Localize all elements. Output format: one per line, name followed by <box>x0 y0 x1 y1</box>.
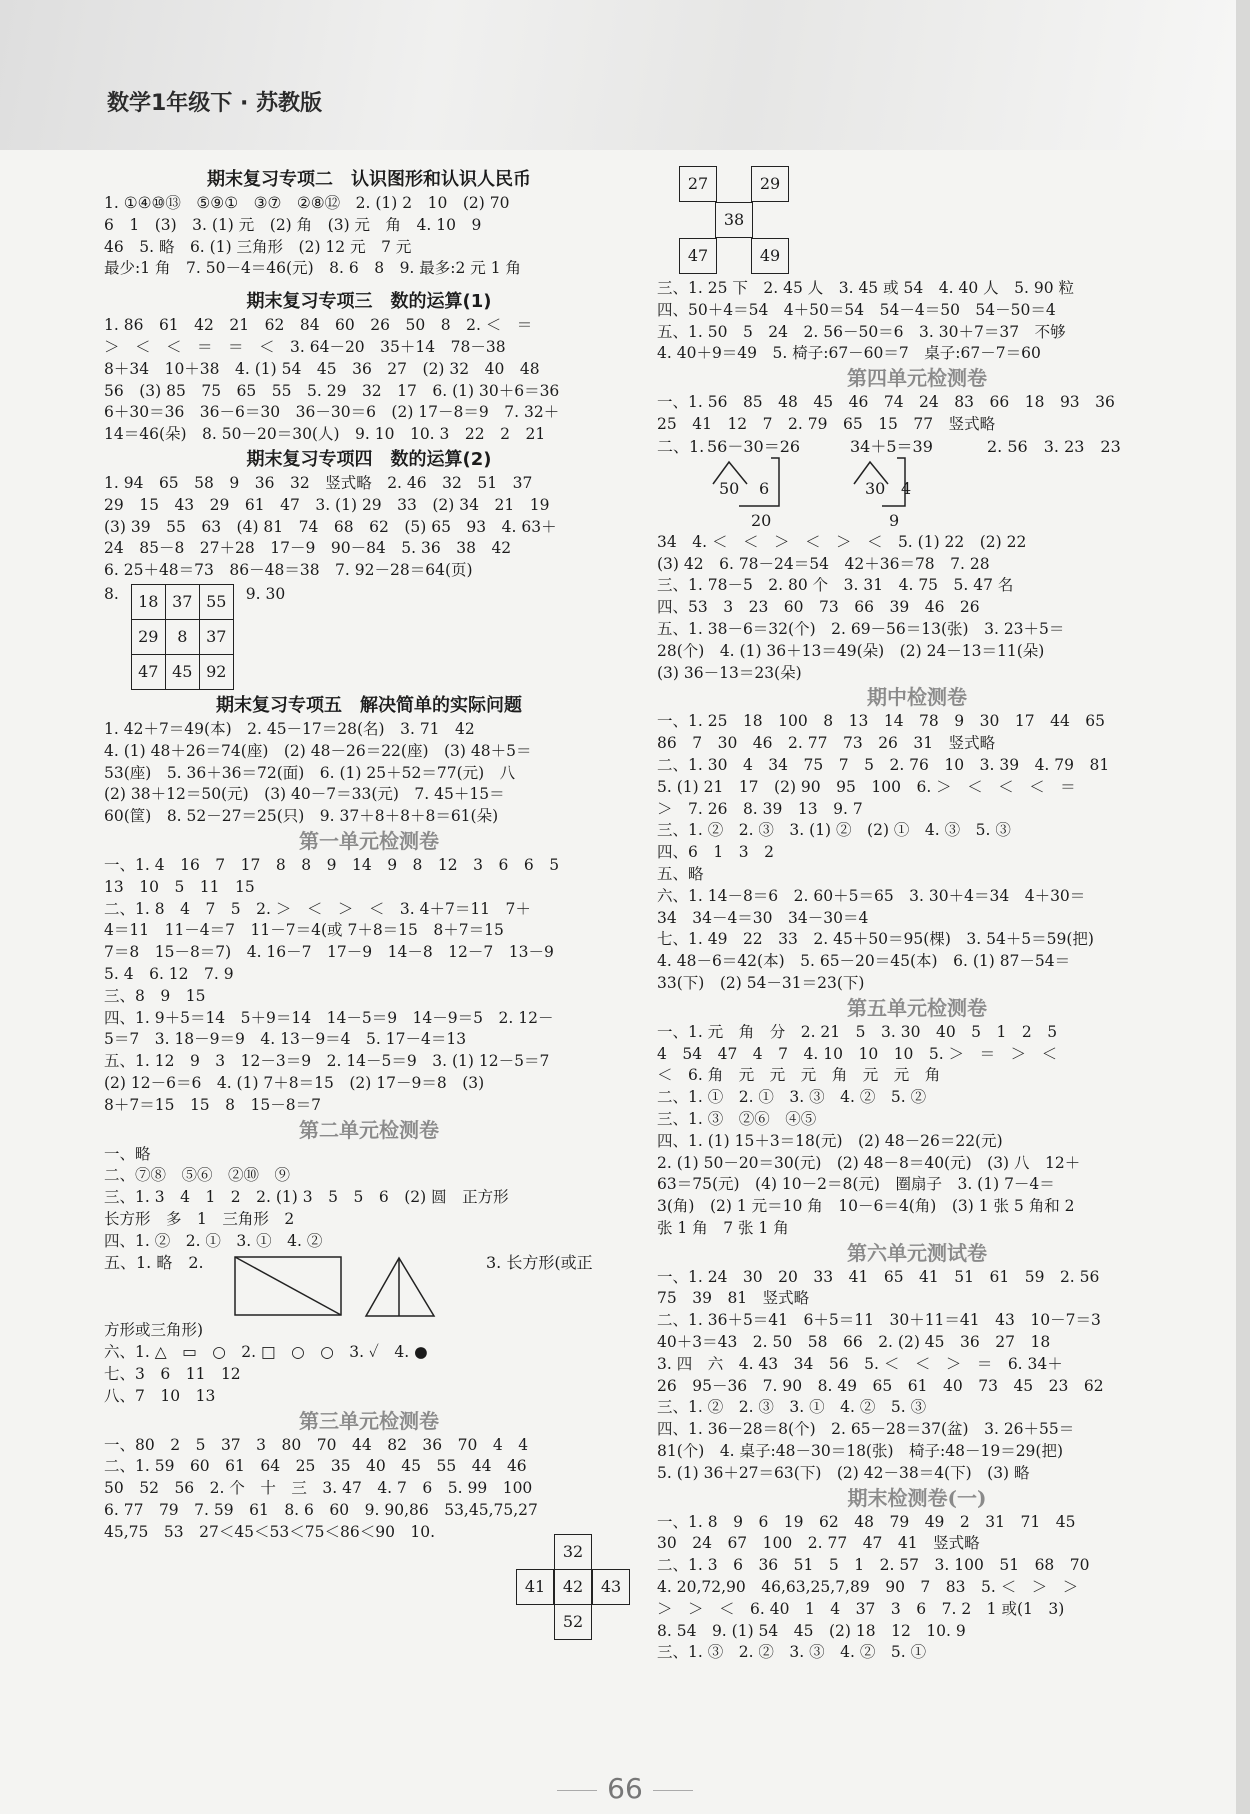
u2-figures <box>104 1252 634 1320</box>
s2-lines <box>104 193 634 280</box>
s5-lines <box>104 719 634 828</box>
section-title-s3: 期末复习专项三 数的运算(1) <box>246 291 492 313</box>
u4-lines-2 <box>657 532 1177 685</box>
answer-line: 二、1. ① 2. ① 3. ③ 4. ② 5. ② <box>657 1088 927 1107</box>
split-figure <box>657 436 1177 532</box>
section-title-mid: 期中检测卷 <box>867 685 967 710</box>
answer-line: (2) 12－6＝6 4. (1) 7＋8＝15 (2) 17－9＝8 (3) <box>104 1073 485 1092</box>
s4-lines <box>104 473 634 582</box>
answer-line: 63＝75(元) (4) 10－2＝8(元) 圈扇子 3. (1) 7－4＝ <box>657 1175 1055 1194</box>
answer-line: (3) 42 6. 78－24＝54 42＋36＝78 7. 28 <box>657 554 990 573</box>
number-figure <box>657 166 1177 278</box>
answer-line: ＞ 7. 26 8. 39 13 9. 7 <box>657 799 863 818</box>
answer-line: 3(角) (2) 1 元＝10 角 10－6＝4(角) (3) 1 张 5 角和 2 <box>657 1197 1075 1216</box>
page-number: 66 <box>0 1772 1250 1805</box>
split-lines <box>657 456 957 510</box>
answer-line: 86 7 30 46 2. 77 73 26 31 竖式略 <box>657 734 996 753</box>
diagonal-line <box>235 1257 341 1315</box>
answer-line: 一、1. 8 9 6 19 62 48 79 49 2 31 71 45 <box>657 1512 1076 1531</box>
answer-line: 一、略 <box>104 1144 151 1163</box>
answer-line: 45,75 53 27＜45＜53＜75＜86＜90 10. <box>104 1522 436 1541</box>
answer-line: ＞ ＞ ＜ 6. 40 1 4 37 3 6 7. 2 1 或(1 3) <box>657 1599 1065 1618</box>
answer-line: 最少:1 角 7. 50－4＝46(元) 8. 6 8 9. 最多:2 元 1 角 <box>104 259 522 278</box>
answer-line: 1. 94 65 58 9 36 32 竖式略 2. 46 32 51 37 <box>104 473 533 492</box>
answer-line: 三、1. 78－5 2. 80 个 3. 31 4. 75 5. 47 名 <box>657 576 1014 595</box>
answer-line: 四、50＋4＝54 4＋50＝54 54－4＝50 54－50＝4 <box>657 300 1056 319</box>
answer-line: 五、1. 12 9 3 12－3＝9 2. 14－5＝9 3. (1) 12－5＝7 <box>104 1052 550 1071</box>
answer-line: 七、1. 49 22 33 2. 45＋50＝95(棵) 3. 54＋5＝59(把) <box>657 930 1094 949</box>
answer-line: 三、1. ② 2. ③ 3. ① 4. ② 5. ③ <box>657 1398 927 1417</box>
page-header-title: 数学1年级下 · 苏教版 <box>107 91 322 116</box>
right-column <box>657 166 1177 1664</box>
cross-bottom-cell: 52 <box>554 1604 592 1640</box>
u6-lines <box>657 1267 1177 1485</box>
answer-line: 二、1. 8 4 7 5 2. ＞ ＜ ＞ ＜ 3. 4＋7＝11 7＋ <box>104 899 531 918</box>
answer-line: 26 95－36 7. 90 8. 49 65 61 40 73 45 23 62 <box>657 1376 1104 1395</box>
answer-line: 4. (1) 48＋26＝74(座) (2) 48－26＝22(座) (3) 48＋5＝ <box>104 741 532 760</box>
answer-line: 八、7 10 13 <box>104 1386 216 1405</box>
answer-line: 34 4. ＜ ＜ ＞ ＜ ＞ ＜ 5. (1) 22 (2) 22 <box>657 532 1027 551</box>
q8-label: 8. <box>104 584 119 603</box>
answer-line: 一、1. 25 18 100 8 13 14 78 9 30 17 44 65 <box>657 712 1106 731</box>
answer-line: 三、1. ③ ②⑥ ④⑤ <box>657 1109 817 1128</box>
cross-right-cell: 43 <box>592 1569 630 1605</box>
answer-line: 四、1. ② 2. ① 3. ① 4. ② <box>104 1231 323 1250</box>
answer-line: 二、1. 3 6 36 51 5 1 2. 57 3. 100 51 68 70 <box>657 1556 1090 1575</box>
answer-line: 四、1. 9＋5＝14 5＋9＝14 14－5＝9 14－9＝5 2. 12－ <box>104 1008 554 1027</box>
answer-line: 4 54 47 4 7 4. 10 10 10 5. ＞ ＝ ＞ ＜ <box>657 1044 1058 1063</box>
answer-line: 方形或三角形) <box>104 1321 204 1340</box>
u2-after-lines <box>104 1320 634 1407</box>
cross-left-cell: 41 <box>516 1569 554 1605</box>
split1-sum: 20 <box>751 510 772 530</box>
answer-line: ＞ ＜ ＜ ＝ ＝ ＜ 3. 64－20 35＋14 78－38 <box>104 337 506 356</box>
answer-line: 6. 25＋48＝73 86－48＝38 7. 92－28＝64(页) <box>104 561 473 580</box>
answer-line: 24 85－8 27＋28 17－9 90－84 5. 36 38 42 <box>104 539 512 558</box>
grid-cell: 37 <box>165 584 199 619</box>
split2-b: 4 <box>901 478 912 498</box>
grid-cell: 47 <box>131 654 165 689</box>
u4-lines <box>657 392 1177 436</box>
answer-line: 8＋7＝15 15 8 15－8＝7 <box>104 1095 321 1114</box>
answer-line: 5. 4 6. 12 7. 9 <box>104 964 234 983</box>
answer-line: (3) 39 55 63 (4) 81 74 68 62 (5) 65 93 4. 63＋ <box>104 517 557 536</box>
fig-top-right: 29 <box>751 166 789 202</box>
answer-line: 张 1 角 7 张 1 角 <box>657 1218 789 1237</box>
answer-line: 四、1. (1) 15＋3＝18(元) (2) 48－26＝22(元) <box>657 1131 1003 1150</box>
shapes-figure <box>234 1256 444 1318</box>
section-title-u6: 第六单元测试卷 <box>847 1240 987 1265</box>
final1-lines <box>657 1512 1177 1665</box>
answer-line: (3) 36－13＝23(朵) <box>657 663 802 682</box>
answer-line: 一、1. 4 16 7 17 8 8 9 14 9 8 12 3 6 6 5 <box>104 855 560 874</box>
answer-line: 30 24 67 100 2. 77 47 41 竖式略 <box>657 1534 980 1553</box>
section-title-s2: 期末复习专项二 认识图形和认识人民币 <box>207 169 531 190</box>
answer-line: 13 10 5 11 15 <box>104 877 255 896</box>
answer-line: 8＋34 10＋38 4. (1) 54 45 36 27 (2) 32 40 48 <box>104 359 540 378</box>
split2-a: 30 <box>865 478 886 498</box>
answer-line: 5＝7 3. 18－9＝9 4. 13－9＝4 5. 17－4＝13 <box>104 1030 467 1049</box>
answer-line: (2) 38＋12＝50(元) (3) 40－7＝33(元) 7. 45＋15＝ <box>104 785 505 804</box>
answer-line: 4. 48－6＝42(本) 5. 65－20＝45(本) 6. (1) 87－54＝ <box>657 952 1071 971</box>
answer-line: 三、1. ② 2. ③ 3. (1) ② (2) ① 4. ③ 5. ③ <box>657 821 1011 840</box>
answer-line: 33(下) (2) 54－31＝23(下) <box>657 973 865 992</box>
left-column <box>104 166 634 1640</box>
answer-line: 60(筐) 8. 52－27＝25(只) 9. 37＋8＋8＋8＝61(朵) <box>104 807 499 826</box>
answer-line: 一、1. 24 30 20 33 41 65 41 51 61 59 2. 56 <box>657 1267 1100 1286</box>
answer-line: 4. 40＋9＝49 5. 椅子:67－60＝7 桌子:67－7＝60 <box>657 344 1041 363</box>
answer-line: 14＝46(朵) 8. 50－20＝30(人) 9. 10 10. 3 22 2 21 <box>104 425 546 444</box>
answer-line: 4. 20,72,90 46,63,25,7,89 90 7 83 5. ＜ ＞ ＞ <box>657 1578 1079 1597</box>
answer-line: 五、1. 38－6＝32(个) 2. 69－56＝13(张) 3. 23＋5＝ <box>657 619 1065 638</box>
grid-cell: 8 <box>165 619 199 654</box>
section-title-u2: 第二单元检测卷 <box>299 1117 439 1142</box>
grid-cell: 92 <box>199 654 233 689</box>
page-edge <box>1236 0 1250 1814</box>
answer-line: 50 52 56 2. 个 十 三 3. 47 4. 7 6 5. 99 100 <box>104 1479 533 1498</box>
section-title-s5: 期末复习专项五 解决简单的实际问题 <box>216 694 522 716</box>
header-band <box>0 0 1250 150</box>
split2-sum: 9 <box>889 510 900 530</box>
answer-line: 8. 54 9. (1) 54 45 (2) 18 12 10. 9 <box>657 1621 966 1640</box>
section-title-u1: 第一单元检测卷 <box>299 828 439 853</box>
answer-line: 6. 77 79 7. 59 61 8. 6 60 9. 90,86 53,45,75,27 <box>104 1501 538 1520</box>
answer-line: 2. (1) 50－20＝30(元) (2) 48－8＝40(元) (3) 八 12＋ <box>657 1153 1081 1172</box>
answer-line: 75 39 81 竖式略 <box>657 1289 810 1308</box>
answer-line: 5. (1) 21 17 (2) 90 95 100 6. ＞ ＜ ＜ ＜ ＝ <box>657 777 1076 796</box>
magic-square-block <box>104 584 634 690</box>
mid-lines <box>657 711 1177 994</box>
answer-line: 三、1. 3 4 1 2 2. (1) 3 5 5 6 (2) 圆 正方形 <box>104 1188 509 1207</box>
answer-line: 25 41 12 7 2. 79 65 15 77 竖式略 <box>657 414 996 433</box>
answer-line: 五、1. 50 5 24 2. 56－50＝6 3. 30＋7＝37 不够 <box>657 322 1066 341</box>
answer-line: 53(座) 5. 36＋36＝72(面) 6. (1) 25＋52＝77(元) 八 <box>104 763 516 782</box>
s3-lines <box>104 315 634 446</box>
answer-line: 长方形 多 1 三角形 2 <box>104 1209 295 1228</box>
answer-line: 二、⑦⑧ ⑤⑥ ②⑩ ⑨ <box>104 1166 291 1185</box>
split-eq-1: 56－30＝26 <box>707 436 801 456</box>
answer-line: 二、1. 59 60 61 64 25 35 40 45 55 44 46 <box>104 1457 527 1476</box>
u5-lines <box>657 1022 1177 1240</box>
answer-line: 二、1. 36＋5＝41 6＋5＝11 30＋11＝41 43 10－7＝3 <box>657 1311 1101 1330</box>
answer-line: 1. 86 61 42 21 62 84 60 26 50 8 2. ＜ ＝ <box>104 316 533 335</box>
answer-line: 1. ①④⑩⑬ ⑤⑨① ③⑦ ②⑧⑫ 2. (1) 2 10 (2) 70 <box>104 194 510 212</box>
answer-line: 五、略 <box>657 864 704 883</box>
u2-lines <box>104 1144 634 1253</box>
answer-line: ＜ 6. 角 元 元 元 角 元 元 角 <box>657 1066 941 1085</box>
answer-line: 6 1 (3) 3. (1) 元 (2) 角 (3) 元 角 4. 10 9 <box>104 215 482 234</box>
answer-line: 三、1. 25 下 2. 45 人 3. 45 或 54 4. 40 人 5. 90 粒 <box>657 279 1074 297</box>
answer-line: 7＝8 15－8＝7) 4. 16－7 17－9 14－8 12－7 13－9 <box>104 943 554 962</box>
u2-q5-3: 3. 长方形(或正 <box>486 1253 593 1273</box>
grid-cell: 29 <box>131 619 165 654</box>
answer-line: 40＋3＝43 2. 50 58 66 2. (2) 45 36 27 18 <box>657 1333 1051 1352</box>
cross-figure <box>104 1541 634 1640</box>
answer-line: 四、1. 36－28＝8(个) 2. 65－28＝37(盆) 3. 26＋55＝ <box>657 1420 1075 1439</box>
cross-top-cell: 32 <box>554 1534 592 1570</box>
answer-line: 六、1. 14－8＝6 2. 60＋5＝65 3. 30＋4＝34 4＋30＝ <box>657 886 1086 905</box>
grid-cell: 18 <box>131 584 165 619</box>
answer-line: 6＋30＝36 36－6＝30 36－30＝6 (2) 17－8＝9 7. 32＋ <box>104 403 560 422</box>
answer-line: 四、53 3 23 60 73 66 39 46 26 <box>657 598 980 617</box>
magic-square <box>131 584 234 690</box>
answer-line: 3. 四 六 4. 43 34 56 5. ＜ ＜ ＞ ＝ 6. 34＋ <box>657 1354 1063 1373</box>
section-title-u5: 第五单元检测卷 <box>847 995 987 1020</box>
triangle-shape <box>366 1258 434 1316</box>
answer-line: 81(个) 4. 桌子:48－30＝18(张) 椅子:48－19＝29(把) <box>657 1442 1064 1461</box>
q9-answer: 9. 30 <box>245 584 286 603</box>
u4-eq-rest: 2. 56 3. 23 23 <box>987 436 1121 456</box>
split-eq-2: 34＋5＝39 <box>850 436 933 456</box>
grid-cell: 45 <box>165 654 199 689</box>
u2-q5-label: 五、1. 略 2. <box>104 1253 204 1273</box>
answer-line: 29 15 43 29 61 47 3. (1) 29 33 (2) 34 21 19 <box>104 495 550 514</box>
grid-cell: 55 <box>199 584 233 619</box>
u3-continued-lines <box>657 278 1177 365</box>
fig-bottom-right: 49 <box>751 238 789 274</box>
answer-line: 4＝11 11－4＝7 11－7＝4(或 7＋8＝15 8＋7＝15 <box>104 921 504 940</box>
fig-bottom-left: 47 <box>679 238 717 274</box>
answer-line: 一、80 2 5 37 3 80 70 44 82 36 70 4 4 <box>104 1435 529 1454</box>
grid-cell: 37 <box>199 619 233 654</box>
fig-center: 38 <box>715 202 753 238</box>
section-title-s4: 期末复习专项四 数的运算(2) <box>246 448 492 470</box>
u1-lines <box>104 855 634 1117</box>
fig-top-left: 27 <box>679 166 717 202</box>
answer-line: 56 (3) 85 75 65 55 5. 29 32 17 6. (1) 30＋6＝36 <box>104 381 560 400</box>
answer-line: 46 5. 略 6. (1) 三角形 (2) 12 元 7 元 <box>104 237 412 256</box>
answer-line: 一、1. 元 角 分 2. 21 5 3. 30 40 5 1 2 5 <box>657 1022 1058 1041</box>
answer-line: 34 34－4＝30 34－30＝4 <box>657 908 869 927</box>
answer-line: 二、1. 30 4 34 75 7 5 2. 76 10 3. 39 4. 79 81 <box>657 755 1110 774</box>
section-title-u4: 第四单元检测卷 <box>847 366 987 391</box>
u3-lines <box>104 1435 634 1544</box>
split1-a: 50 <box>719 478 740 498</box>
answer-line: 六、1. △ ▭ ○ 2. □ ○ ○ 3. ✓ 4. ● <box>104 1343 428 1362</box>
answer-line: 七、3 6 11 12 <box>104 1365 241 1384</box>
cross-center-cell: 42 <box>554 1569 592 1605</box>
answer-line: 一、1. 56 85 48 45 46 74 24 83 66 18 93 36 <box>657 393 1115 412</box>
u4-eq-label: 二、1. <box>657 436 705 456</box>
split1-b: 6 <box>759 478 770 498</box>
answer-line: 5. (1) 36＋27＝63(下) (2) 42－38＝4(下) (3) 略 <box>657 1463 1030 1482</box>
section-title-final1: 期末检测卷(一) <box>847 1485 987 1510</box>
answer-line: 28(个) 4. (1) 36＋13＝49(朵) (2) 24－13＝11(朵) <box>657 641 1045 660</box>
answer-line: 三、8 9 15 <box>104 986 206 1005</box>
section-title-u3: 第三单元检测卷 <box>299 1408 439 1433</box>
answer-line: 1. 42＋7＝49(本) 2. 45－17＝28(名) 3. 71 42 <box>104 719 475 738</box>
answer-line: 四、6 1 3 2 <box>657 843 774 862</box>
answer-line: 三、1. ③ 2. ② 3. ③ 4. ② 5. ① <box>657 1643 927 1662</box>
